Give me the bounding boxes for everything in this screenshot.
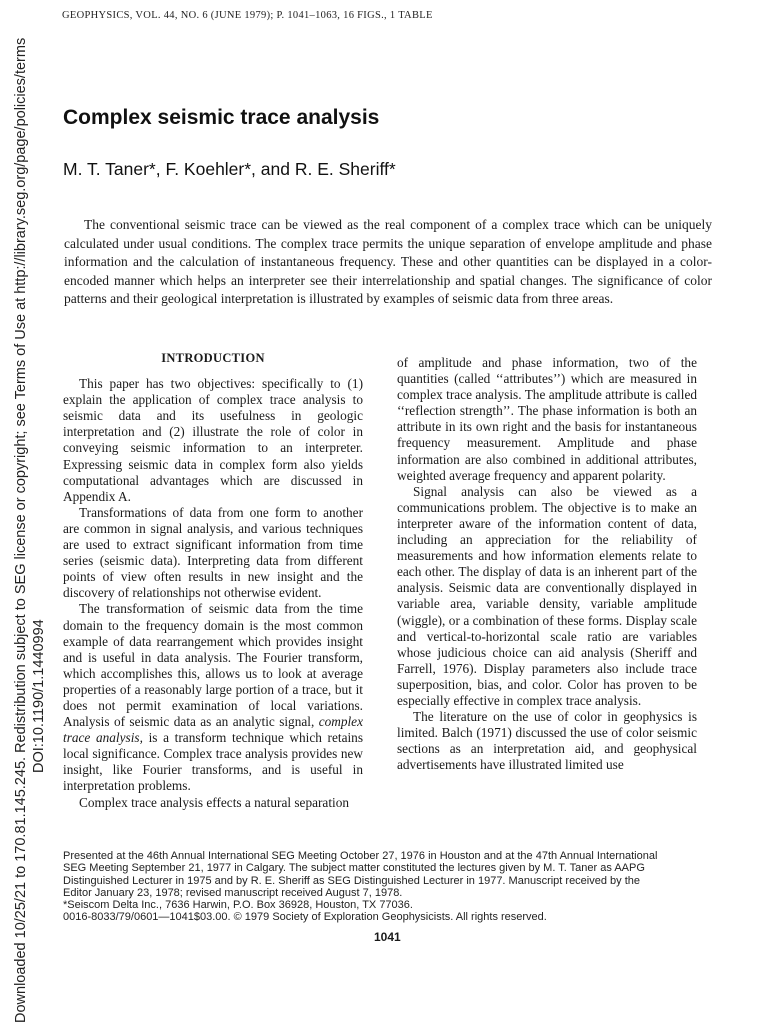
journal-header: GEOPHYSICS, VOL. 44, NO. 6 (JUNE 1979); P. 1041–1063, 16 FIGS., 1 TABLE [62, 10, 433, 21]
paragraph: Signal analysis can also be viewed as a communications problem. The objective is to make an interpreter aware of the information content of data, including an appreciation for the reliability of measurements and how information elements relate to each other. The display of data is an inherent part of the analysis. Seismic data are conventionally displayed in variable area, variable density, variable amplitude (wiggle), or a combination of these forms. Display scale and vertical-to-horizontal scale ratio are variables whose judicious choice can aid analysis (Sheriff and Farrell, 1976). Display parameters also include trace superposition, bias, and color. Color has proven to be especially effective in complex trace analysis. [397, 483, 697, 708]
right-column [397, 355, 697, 773]
abstract: The conventional seismic trace can be viewed as the real component of a complex trace which can be uniquely calculated under usual conditions. The complex trace permits the unique separation of envelope amplitude and phase information and the calculation of instantaneous frequency. These and other quantities can be displayed in a color-encoded manner which helps an interpreter see their interrelationship and spatial changes. The significance of color patterns and their geological interpretation is illustrated by examples of seismic data from three areas. [64, 217, 712, 306]
paragraph: Complex trace analysis effects a natural separation [79, 794, 350, 810]
paragraph: This paper has two objectives: specifically to (1) explain the application of complex trace analysis to seismic data and its usefulness in geologic interpretation and (2) illustrate the role of color in conveying seismic information to an interpreter. Expressing seismic data in complex form also yields computational advantages which are discussed in Appendix A. [63, 376, 363, 504]
footnote-line: *Seiscom Delta Inc., 7636 Harwin, P.O. Box 36928, Houston, TX 77036. [63, 899, 413, 912]
doi-label: DOI:10.1190/1.1440994 [31, 619, 47, 773]
text-run: The transformation of seismic data from the time domain to the frequency domain is the most common example of data rearrangement which provides insight and is useful in data analysis. The Fourier transform, which accomplishes this, allows us to look at average properties of a reasonably large portion of a trace, but it does not permit examination of local variations. Analysis of seismic data as an analytic signal, [63, 601, 363, 730]
footnote [63, 850, 713, 924]
page-number: 1041 [374, 930, 401, 944]
footnote-line: SEG Meeting September 21, 1977 in Calgary. The subject matter constituted the lectures given by M. T. Taner as AAPG [63, 862, 645, 875]
download-notice: Downloaded 10/25/21 to 170.81.145.245. Redistribution subject to SEG license or copyright; see Terms of Use at http://library.seg.org/page/policies/terms [13, 37, 29, 1023]
left-column [63, 350, 363, 811]
footnote-line: Distinguished Lecturer in 1975 and by R. E. Sheriff as SEG Distinguished Lecturer in 1977. Manuscript received by the [63, 874, 641, 887]
download-sidebar [12, 23, 48, 1023]
authors: M. T. Taner*, F. Koehler*, and R. E. Sheriff* [63, 159, 396, 179]
article-title: Complex seismic trace analysis [63, 106, 380, 129]
section-heading: INTRODUCTION [161, 351, 265, 365]
text-run: is a transform technique which retains local significance. Complex trace analysis provides new insight, like Fourier transforms, and is useful in interpretation problems. [63, 730, 363, 794]
footnote-line: Editor January 23, 1978; revised manuscript received August 7, 1978. [63, 886, 403, 899]
italic-term: complex trace analysis, [63, 714, 363, 746]
footnote-line: 0016-8033/79/0601—1041$03.00. © 1979 Society of Exploration Geophysicists. All rights reserved. [63, 911, 547, 924]
paragraph: Transformations of data from one form to another are common in signal analysis, and various techniques are used to extract significant information from time series (seismic data). Interpreting data from different points of view often results in new insight and the discovery of relationships not otherwise evident. [63, 504, 363, 601]
footnote-line: Presented at the 46th Annual International SEG Meeting October 27, 1976 in Houston and at the 47th Annual International [63, 850, 658, 862]
paragraph: of amplitude and phase information, two of the quantities (called ‘‘attributes’’) which are measured in complex trace analysis. The amplitude attribute is called ‘‘reflection strength’’. The phase information is both an attribute in its own right and the basis for instantaneous frequency measurement. Amplitude and phase information are also combined in additional attributes, weighted average frequency and apparent polarity. [397, 355, 697, 483]
paragraph [63, 601, 363, 794]
paragraph: The literature on the use of color in geophysics is limited. Balch (1971) discussed the use of color seismic sections as an interpretation aid, and geophysical advertisements have illustrated limited use [397, 709, 697, 773]
